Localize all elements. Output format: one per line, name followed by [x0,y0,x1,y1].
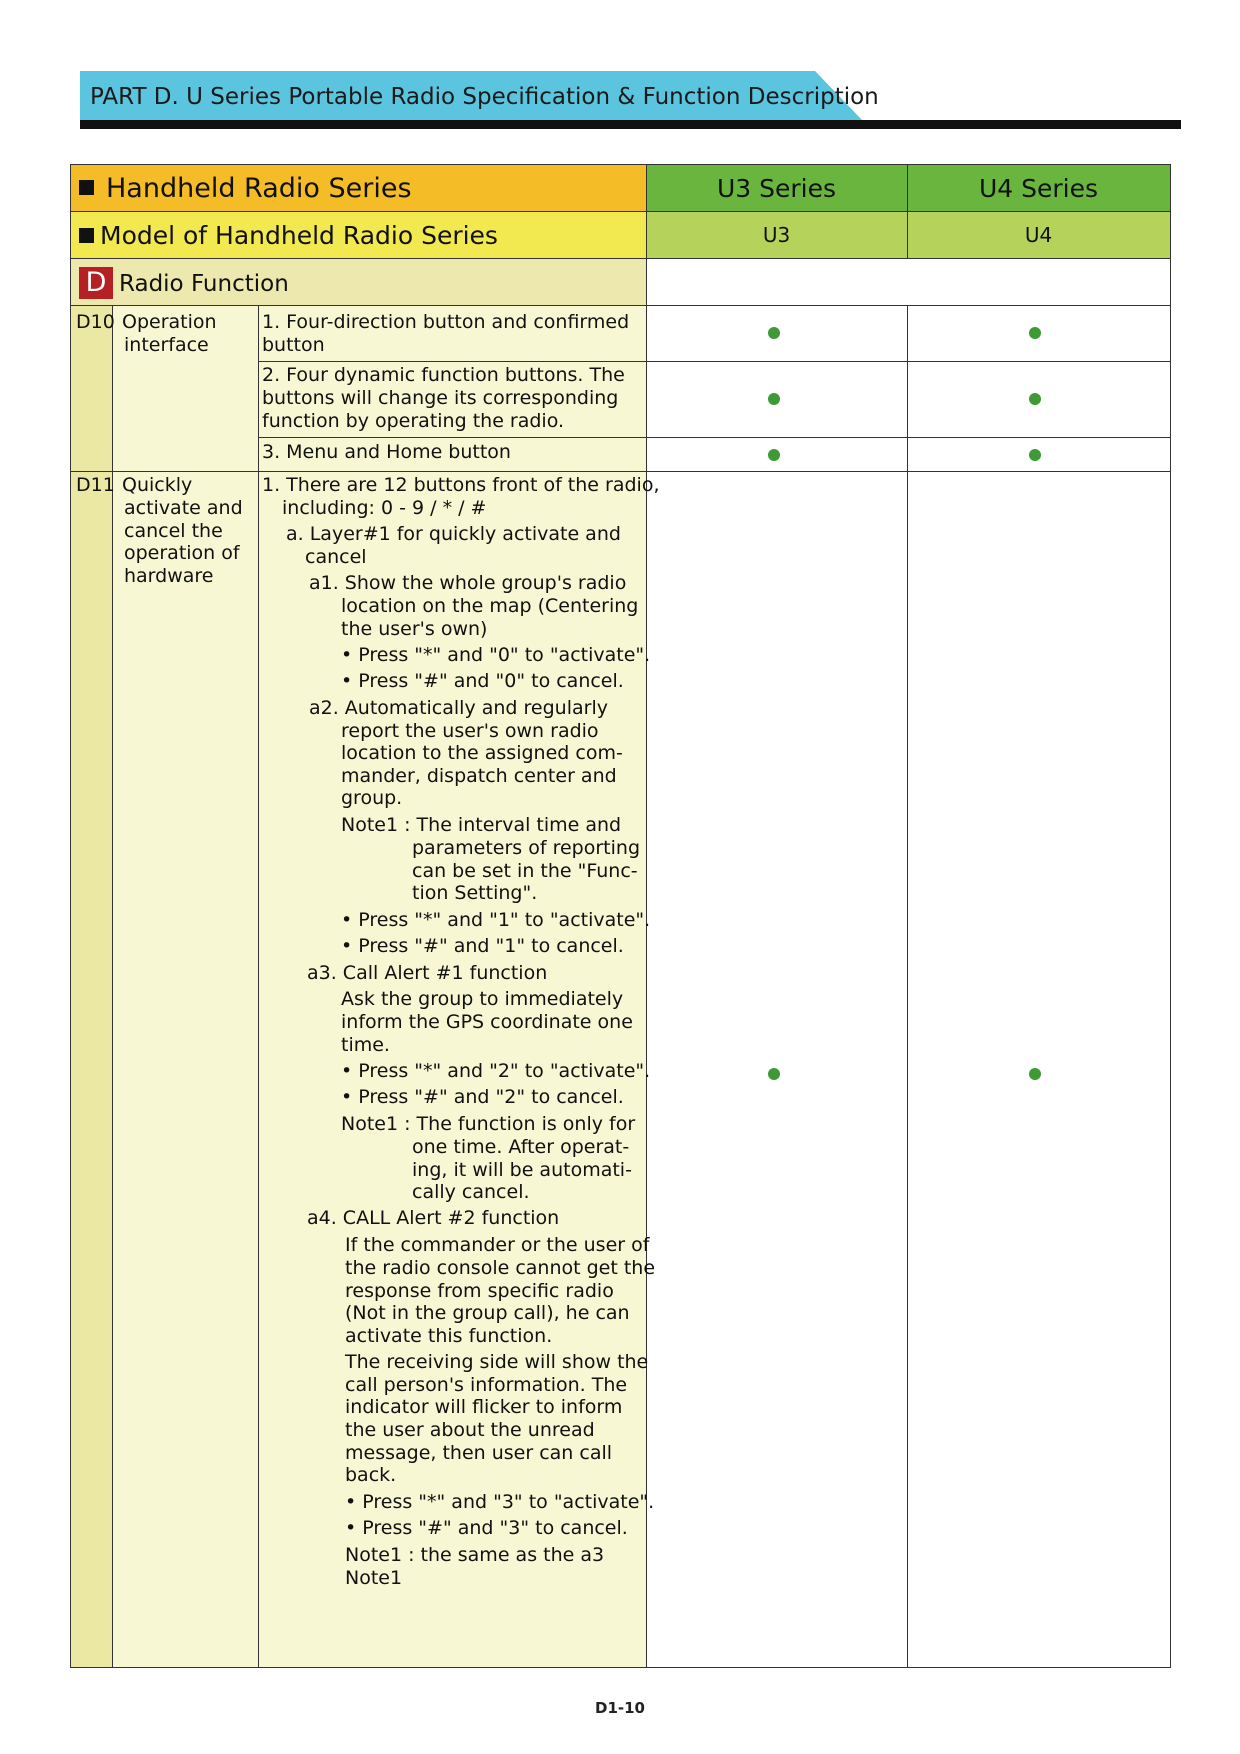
series-label-cell [70,164,647,212]
d11-line: Note1 : The interval time and [341,814,622,836]
d11-name-cell [112,471,259,1668]
u4-series-label: U4 Series [978,174,1099,203]
d11-line: location on the map (Centering [341,595,639,617]
d11-line: inform the GPS coordinate one [341,1011,633,1033]
d11-line: call person's information. The [345,1374,628,1396]
d11-line: the radio console cannot get the [345,1257,656,1279]
supported-dot-icon [1029,327,1041,339]
supported-dot-icon [1029,1068,1041,1080]
d11-line: activate this function. [345,1325,553,1347]
d11-name-line: cancel the [124,520,223,542]
d11-line: • Press "#" and "1" to cancel. [341,935,624,957]
d11-line: Note1 : The function is only for [341,1113,636,1135]
series-label: Handheld Radio Series [106,173,412,204]
d11-name-line: hardware [124,565,214,587]
d11-line: one time. After operat- [412,1136,630,1158]
supported-dot-icon [768,1068,780,1080]
d11-name-line: activate and [124,497,243,519]
page-number: D1-10 [595,1699,645,1717]
d11-line: a1. Show the whole group's radio [309,572,627,594]
d11-line: • Press "#" and "3" to cancel. [345,1517,628,1539]
d11-line: cally cancel. [412,1181,530,1203]
supported-dot-icon [1029,393,1041,405]
d11-line: • Press "*" and "0" to "activate". [341,644,651,666]
d11-line: parameters of reporting [412,837,641,859]
d11-line: cancel [305,546,367,568]
supported-dot-icon [768,449,780,461]
u4-model-header [907,211,1171,259]
model-label-cell [70,211,647,259]
u3-series-header [646,164,908,212]
d11-line: • Press "*" and "2" to "activate". [341,1060,651,1082]
d10-feature-2-line: function by operating the radio. [262,410,565,432]
d10-feature-3-line: 3. Menu and Home button [262,441,511,463]
supported-dot-icon [768,393,780,405]
model-label: Model of Handheld Radio Series [100,221,498,250]
d11-line: ing, it will be automati- [412,1159,632,1181]
square-bullet-icon [79,228,94,243]
u4-series-header [907,164,1171,212]
d11-line: time. [341,1034,390,1056]
d11-line: Note1 [345,1567,403,1589]
section-blank-cell [646,258,1171,306]
d11-line: 1. There are 12 buttons front of the radio, [262,474,660,496]
d10-feature-2-line: buttons will change its corresponding [262,387,619,409]
d11-line: including: 0 - 9 / * / # [282,497,487,519]
d11-line: group. [341,787,403,809]
d10-feature-1-line: button [262,334,325,356]
u3-series-label: U3 Series [716,174,837,203]
d11-line: Ask the group to immediately [341,988,624,1010]
page-header-title: PART D. U Series Portable Radio Specification & Function Description [90,84,879,110]
u4-model-label: U4 [1024,223,1053,247]
d11-line: • Press "*" and "3" to "activate". [345,1491,655,1513]
u3-model-header [646,211,908,259]
u3-model-label: U3 [762,223,791,247]
d11-line: • Press "#" and "2" to cancel. [341,1086,624,1108]
header-rule [80,120,1181,129]
d11-line: the user about the unread [345,1419,595,1441]
section-title: Radio Function [119,271,289,297]
d11-line: • Press "*" and "1" to "activate". [341,909,651,931]
d10-name-line: Operation [122,311,217,333]
d11-line: a2. Automatically and regularly [309,697,608,719]
square-bullet-icon [79,180,94,195]
d11-line: the user's own) [341,618,488,640]
d10-name-line: interface [124,334,209,356]
d10-feature-2-line: 2. Four dynamic function buttons. The [262,364,625,386]
d11-line: mander, dispatch center and [341,765,617,787]
d11-line: a3. Call Alert #1 function [307,962,548,984]
d11-line: • Press "#" and "0" to cancel. [341,670,624,692]
section-badge: D [79,267,113,299]
d11-name-line: operation of [124,542,240,564]
d10-feature-1-line: 1. Four-direction button and confirmed [262,311,630,333]
d11-line: message, then user can call [345,1442,613,1464]
d11-code: D11 [76,474,115,496]
d11-line: indicator will flicker to inform [345,1396,623,1418]
d11-line: Note1 : the same as the a3 [345,1544,605,1566]
d11-line: a. Layer#1 for quickly activate and [286,523,621,545]
d11-line: If the commander or the user of [345,1234,650,1256]
d11-line: can be set in the "Func- [412,860,638,882]
supported-dot-icon [1029,449,1041,461]
d11-line: (Not in the group call), he can [345,1302,630,1324]
d11-line: tion Setting". [412,882,538,904]
supported-dot-icon [768,327,780,339]
d11-line: location to the assigned com- [341,742,623,764]
d11-line: report the user's own radio [341,720,599,742]
d11-name-line: Quickly [122,474,193,496]
d11-line: response from specific radio [345,1280,614,1302]
d11-line: back. [345,1464,397,1486]
d11-line: The receiving side will show the [345,1351,649,1373]
d11-code-cell [70,471,113,1668]
d10-code: D10 [76,311,115,333]
d11-line: a4. CALL Alert #2 function [307,1207,560,1229]
